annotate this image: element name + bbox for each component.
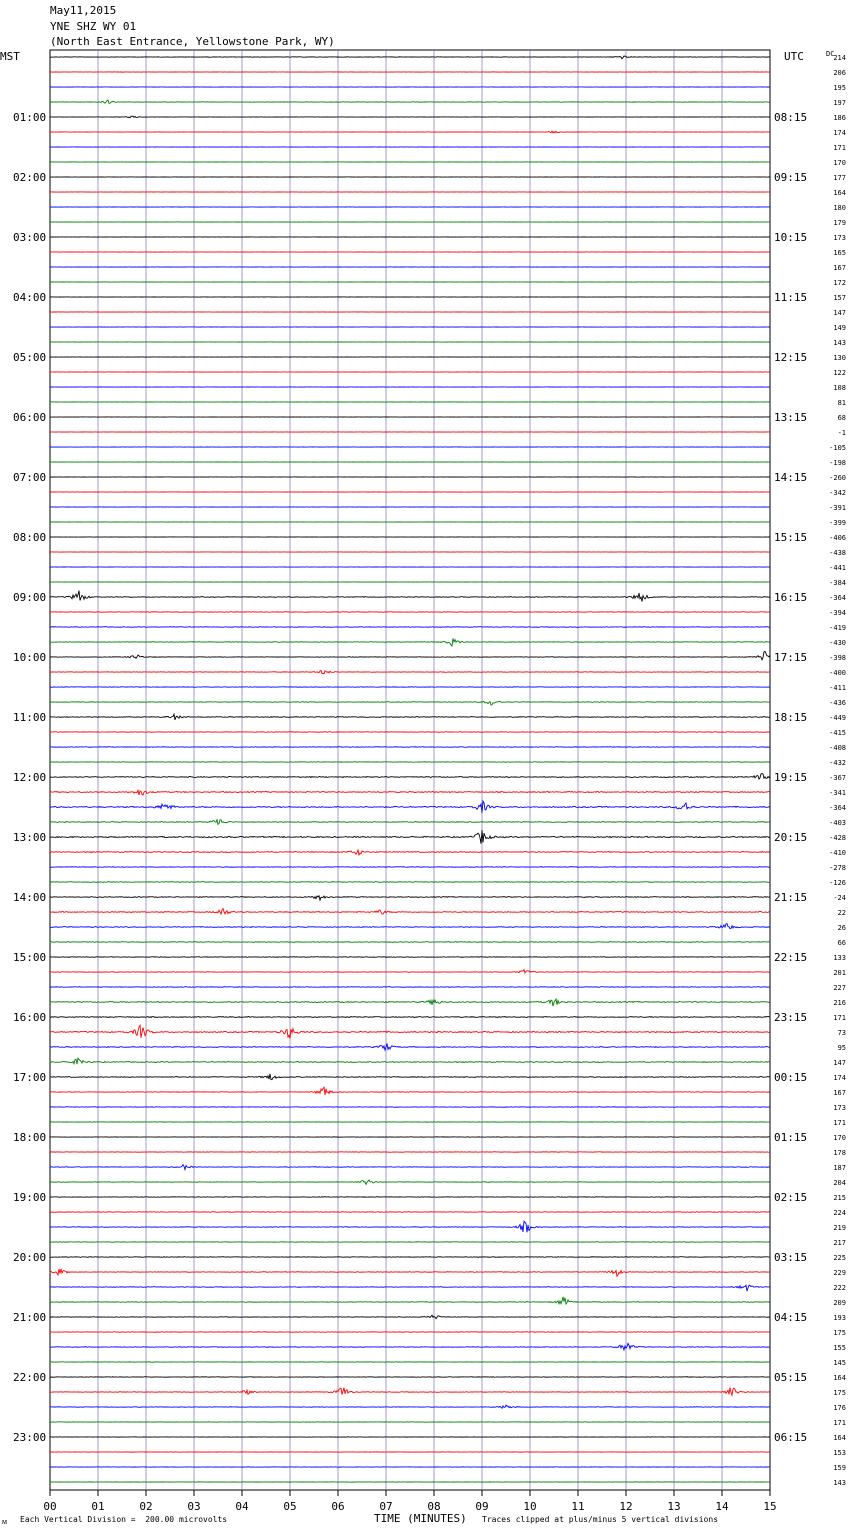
- trace-line: [50, 924, 770, 929]
- plot-frame: [50, 50, 770, 1490]
- mst-hour-label: 19:00: [13, 1191, 47, 1204]
- utc-hour-label: 15:15: [774, 531, 808, 544]
- x-tick-label: 07: [379, 1500, 393, 1513]
- dc-offset-label: 201: [833, 969, 846, 977]
- dc-offset-label: -408: [829, 744, 846, 752]
- dc-offset-label: 206: [833, 69, 846, 77]
- dc-offset-label: 229: [833, 1269, 846, 1277]
- dc-offset-label: 171: [833, 1014, 846, 1022]
- dc-offset-label: -436: [829, 699, 846, 707]
- trace-line: [50, 591, 770, 602]
- trace-line: [50, 999, 770, 1006]
- dc-offset-label: 216: [833, 999, 846, 1007]
- dc-axis-label: DC: [826, 50, 835, 58]
- dc-offset-label: 149: [833, 324, 846, 332]
- dc-offset-label: 81: [837, 399, 846, 407]
- utc-hour-label: 16:15: [774, 591, 808, 604]
- x-axis-title: TIME (MINUTES): [374, 1512, 467, 1525]
- utc-hour-label: 18:15: [774, 711, 808, 724]
- dc-offset-label: 167: [833, 264, 846, 272]
- trace-line: [50, 1212, 770, 1213]
- utc-hour-label: 04:15: [774, 1311, 808, 1324]
- dc-offset-label: 180: [833, 204, 846, 212]
- x-tick-label: 10: [523, 1500, 537, 1513]
- utc-hour-label: 11:15: [774, 291, 808, 304]
- trace-line: [50, 1025, 770, 1038]
- dc-offset-label: 171: [833, 1419, 846, 1427]
- utc-hour-label: 06:15: [774, 1431, 808, 1444]
- dc-offset-label: -438: [829, 549, 846, 557]
- mst-hour-label: 16:00: [13, 1011, 47, 1024]
- scale-note: Each Vertical Division = 200.00 microvolts: [20, 1515, 228, 1524]
- trace-line: [50, 882, 770, 883]
- mst-hour-label: 04:00: [13, 291, 47, 304]
- dc-offset-label: -105: [829, 444, 846, 452]
- utc-hour-label: 14:15: [774, 471, 808, 484]
- trace-line: [50, 747, 770, 748]
- dc-offset-label: -432: [829, 759, 846, 767]
- x-tick-label: 11: [571, 1500, 585, 1513]
- dc-offset-label: -24: [833, 894, 846, 902]
- mst-hour-labels: [13, 111, 46, 1444]
- dc-offset-label: -364: [829, 594, 846, 602]
- x-axis-ticks: [43, 1490, 776, 1513]
- utc-hour-labels: [774, 111, 807, 1444]
- dc-offset-label: -126: [829, 879, 846, 887]
- trace-line: [50, 774, 770, 779]
- mst-hour-label: 02:00: [13, 171, 47, 184]
- trace-line: [50, 1107, 770, 1108]
- utc-hour-label: 03:15: [774, 1251, 808, 1264]
- trace-line: [50, 1343, 770, 1350]
- x-tick-label: 04: [235, 1500, 249, 1513]
- trace-line: [50, 1074, 770, 1080]
- dc-offset-label: 145: [833, 1359, 846, 1367]
- dc-offset-label: 175: [833, 1389, 846, 1397]
- mst-hour-label: 09:00: [13, 591, 47, 604]
- utc-hour-label: 22:15: [774, 951, 808, 964]
- x-tick-label: 00: [43, 1500, 57, 1513]
- dc-offset-label: 159: [833, 1464, 846, 1472]
- trace-line: [50, 1152, 770, 1153]
- trace-line: [50, 820, 770, 825]
- trace-line: [50, 867, 770, 868]
- trace-line: [50, 56, 770, 59]
- dc-offset-label: 164: [833, 1434, 846, 1442]
- utc-hour-label: 21:15: [774, 891, 808, 904]
- dc-offset-label: 153: [833, 1449, 846, 1457]
- x-tick-label: 09: [475, 1500, 489, 1513]
- trace-line: [50, 1285, 770, 1291]
- dc-offset-label: 155: [833, 1344, 846, 1352]
- trace-line: [50, 1257, 770, 1258]
- mst-hour-label: 05:00: [13, 351, 47, 364]
- dc-offset-label: -441: [829, 564, 846, 572]
- trace-line: [50, 612, 770, 613]
- trace-line: [50, 762, 770, 763]
- x-tick-label: 08: [427, 1500, 441, 1513]
- dc-offset-labels: [829, 54, 846, 1487]
- dc-offset-label: -364: [829, 804, 846, 812]
- dc-offset-label: -398: [829, 654, 846, 662]
- mst-hour-label: 06:00: [13, 411, 47, 424]
- trace-line: [50, 670, 770, 674]
- x-tick-label: 12: [619, 1500, 633, 1513]
- mst-hour-label: 22:00: [13, 1371, 47, 1384]
- dc-offset-label: 133: [833, 954, 846, 962]
- dc-offset-label: 176: [833, 1404, 846, 1412]
- trace-line: [50, 1405, 770, 1408]
- dc-offset-label: 143: [833, 339, 846, 347]
- dc-offset-label: 170: [833, 1134, 846, 1142]
- trace-line: [50, 1377, 770, 1378]
- dc-offset-label: 167: [833, 1089, 846, 1097]
- trace-line: [50, 801, 770, 813]
- trace-line: [50, 987, 770, 988]
- dc-offset-label: -342: [829, 489, 846, 497]
- utc-hour-label: 12:15: [774, 351, 808, 364]
- dc-offset-label: -1: [837, 429, 846, 437]
- trace-line: [50, 1388, 770, 1396]
- clip-note: Traces clipped at plus/minus 5 vertical divisions: [482, 1515, 719, 1524]
- trace-line: [50, 732, 770, 733]
- dc-offset-label: 173: [833, 1104, 846, 1112]
- mst-hour-label: 12:00: [13, 771, 47, 784]
- station-code: YNE SHZ WY 01: [50, 20, 137, 33]
- dc-offset-label: 130: [833, 354, 846, 362]
- helicorder-date: May11,2015: [50, 4, 117, 17]
- trace-line: [50, 687, 770, 688]
- trace-line: [50, 1165, 770, 1170]
- mst-hour-label: 08:00: [13, 531, 47, 544]
- dc-offset-label: 219: [833, 1224, 846, 1232]
- mst-hour-label: 23:00: [13, 1431, 47, 1444]
- dc-offset-label: -384: [829, 579, 846, 587]
- mst-hour-label: 03:00: [13, 231, 47, 244]
- dc-offset-label: 26: [837, 924, 846, 932]
- dc-offset-label: 227: [833, 984, 846, 992]
- dc-offset-label: -400: [829, 669, 846, 677]
- trace-line: [50, 131, 770, 133]
- dc-offset-label: 204: [833, 1179, 846, 1187]
- x-tick-label: 02: [139, 1500, 153, 1513]
- utc-hour-label: 01:15: [774, 1131, 808, 1144]
- utc-axis-label: UTC: [784, 50, 804, 63]
- dc-offset-label: -410: [829, 849, 846, 857]
- dc-offset-label: 224: [833, 1209, 846, 1217]
- mst-hour-label: 10:00: [13, 651, 47, 664]
- dc-offset-label: 22: [837, 909, 846, 917]
- dc-offset-label: -260: [829, 474, 846, 482]
- dc-offset-label: 108: [833, 384, 846, 392]
- dc-offset-label: 173: [833, 234, 846, 242]
- dc-offset-label: 122: [833, 369, 846, 377]
- dc-offset-label: 164: [833, 1374, 846, 1382]
- dc-offset-label: -411: [829, 684, 846, 692]
- dc-offset-label: -430: [829, 639, 846, 647]
- utc-hour-label: 17:15: [774, 651, 808, 664]
- dc-offset-label: 217: [833, 1239, 846, 1247]
- dc-offset-label: 68: [837, 414, 846, 422]
- dc-offset-label: 174: [833, 129, 846, 137]
- trace-line: [50, 638, 770, 646]
- trace-line: [50, 896, 770, 900]
- dc-offset-label: 143: [833, 1479, 846, 1487]
- dc-offset-label: -278: [829, 864, 846, 872]
- trace-line: [50, 627, 770, 628]
- dc-offset-label: -367: [829, 774, 846, 782]
- dc-offset-label: 175: [833, 1329, 846, 1337]
- dc-offset-label: -449: [829, 714, 846, 722]
- x-tick-label: 01: [91, 1500, 105, 1513]
- minute-gridlines: [98, 50, 722, 1490]
- dc-offset-label: -341: [829, 789, 846, 797]
- trace-line: [50, 1269, 770, 1276]
- trace-line: [50, 909, 770, 914]
- mst-hour-label: 17:00: [13, 1071, 47, 1084]
- x-tick-label: 15: [763, 1500, 777, 1513]
- dc-offset-label: 222: [833, 1284, 846, 1292]
- utc-hour-label: 08:15: [774, 111, 808, 124]
- dc-offset-label: -403: [829, 819, 846, 827]
- dc-offset-label: 195: [833, 84, 846, 92]
- utc-hour-label: 19:15: [774, 771, 808, 784]
- station-location: (North East Entrance, Yellowstone Park, WY): [50, 35, 335, 48]
- mst-hour-label: 20:00: [13, 1251, 47, 1264]
- dc-offset-label: 73: [837, 1029, 846, 1037]
- utc-hour-label: 02:15: [774, 1191, 808, 1204]
- trace-line: [50, 1221, 770, 1232]
- trace-line: [50, 850, 770, 855]
- dc-offset-label: 165: [833, 249, 846, 257]
- seismic-traces: [50, 56, 770, 1482]
- dc-offset-label: 209: [833, 1299, 846, 1307]
- utc-hour-label: 00:15: [774, 1071, 808, 1084]
- trace-line: [50, 714, 770, 720]
- dc-offset-label: -406: [829, 534, 846, 542]
- trace-line: [50, 701, 770, 705]
- x-tick-label: 06: [331, 1500, 345, 1513]
- trace-line: [50, 116, 770, 118]
- dc-offset-label: 172: [833, 279, 846, 287]
- dc-offset-label: 214: [833, 54, 846, 62]
- dc-offset-label: 157: [833, 294, 846, 302]
- x-tick-label: 05: [283, 1500, 297, 1513]
- dc-offset-label: 225: [833, 1254, 846, 1262]
- utc-hour-label: 10:15: [774, 231, 808, 244]
- dc-offset-label: -391: [829, 504, 846, 512]
- dc-offset-label: 193: [833, 1314, 846, 1322]
- mst-hour-label: 01:00: [13, 111, 47, 124]
- dc-offset-label: 177: [833, 174, 846, 182]
- dc-offset-label: -419: [829, 624, 846, 632]
- x-tick-label: 13: [667, 1500, 681, 1513]
- dc-offset-label: 178: [833, 1149, 846, 1157]
- utc-hour-label: 09:15: [774, 171, 808, 184]
- dc-offset-label: -394: [829, 609, 846, 617]
- trace-line: [50, 970, 770, 973]
- dc-offset-label: 215: [833, 1194, 846, 1202]
- dc-offset-label: 164: [833, 189, 846, 197]
- trace-line: [50, 1087, 770, 1095]
- trace-line: [50, 1016, 770, 1017]
- dc-offset-label: 186: [833, 114, 846, 122]
- dc-offset-label: 171: [833, 1119, 846, 1127]
- dc-offset-label: 179: [833, 219, 846, 227]
- dc-offset-label: 147: [833, 309, 846, 317]
- trace-line: [50, 1315, 770, 1319]
- mst-hour-label: 13:00: [13, 831, 47, 844]
- dc-offset-label: 174: [833, 1074, 846, 1082]
- mst-hour-label: 14:00: [13, 891, 47, 904]
- dc-offset-label: 187: [833, 1164, 846, 1172]
- trace-line: [50, 1180, 770, 1184]
- trace-line: [50, 790, 770, 795]
- trace-line: [50, 1044, 770, 1050]
- dc-offset-label: 197: [833, 99, 846, 107]
- dc-offset-label: -415: [829, 729, 846, 737]
- trace-line: [50, 1332, 770, 1333]
- utc-hour-label: 20:15: [774, 831, 808, 844]
- trace-line: [50, 942, 770, 943]
- dc-offset-label: 95: [837, 1044, 846, 1052]
- mst-hour-label: 15:00: [13, 951, 47, 964]
- mst-hour-label: 21:00: [13, 1311, 47, 1324]
- trace-line: [50, 957, 770, 958]
- corner-mark: ᴍ: [2, 1517, 8, 1526]
- trace-line: [50, 1242, 770, 1243]
- dc-offset-label: 147: [833, 1059, 846, 1067]
- dc-offset-label: -198: [829, 459, 846, 467]
- dc-offset-label: 66: [837, 939, 846, 947]
- x-tick-label: 03: [187, 1500, 201, 1513]
- x-tick-label: 14: [715, 1500, 729, 1513]
- dc-offset-label: -399: [829, 519, 846, 527]
- mst-hour-label: 07:00: [13, 471, 47, 484]
- mst-hour-label: 18:00: [13, 1131, 47, 1144]
- trace-line: [50, 100, 770, 103]
- mst-axis-label: MST: [0, 50, 20, 63]
- mst-hour-label: 11:00: [13, 711, 47, 724]
- dc-offset-label: 171: [833, 144, 846, 152]
- trace-line: [50, 1197, 770, 1198]
- trace-line: [50, 830, 770, 844]
- dc-offset-label: 170: [833, 159, 846, 167]
- trace-line: [50, 1058, 770, 1064]
- utc-hour-label: 13:15: [774, 411, 808, 424]
- utc-hour-label: 05:15: [774, 1371, 808, 1384]
- trace-line: [50, 1297, 770, 1304]
- trace-line: [50, 651, 770, 659]
- dc-offset-label: -428: [829, 834, 846, 842]
- utc-hour-label: 23:15: [774, 1011, 808, 1024]
